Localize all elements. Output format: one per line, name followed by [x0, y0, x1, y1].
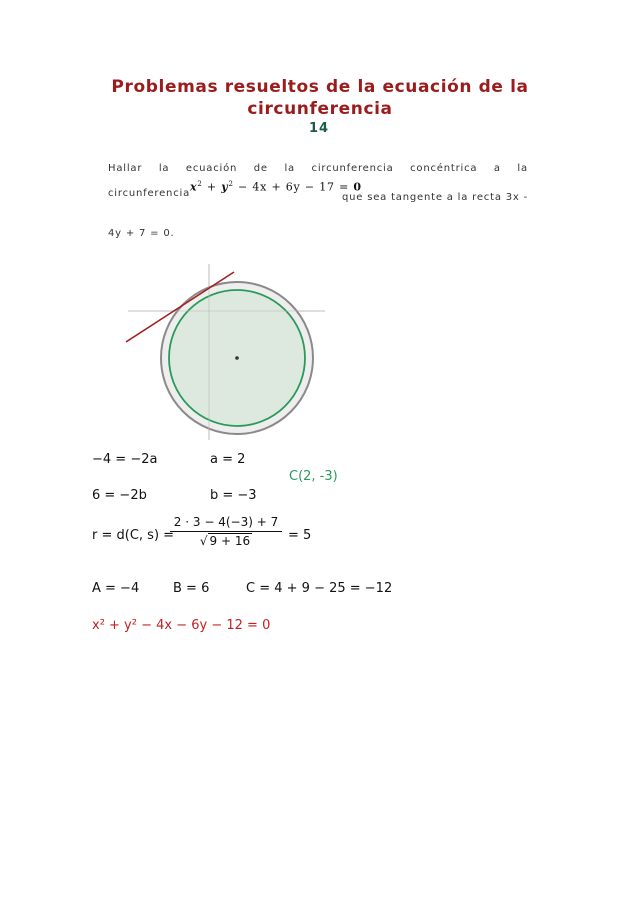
word: la [284, 163, 295, 174]
statement-tail: que sea tangente a la recta 3x - [342, 192, 528, 203]
eq-term: − 17 = [304, 180, 350, 194]
eq-plus: + [206, 180, 217, 194]
equation-b-right: b = −3 [210, 488, 257, 503]
word: de [253, 163, 268, 174]
word: ecuación [185, 163, 238, 174]
eq-y: y [221, 180, 229, 194]
eq-term: + 6y [271, 180, 301, 194]
given-equation [190, 180, 362, 194]
circle-figure [120, 262, 330, 442]
radius-fraction [170, 515, 282, 548]
word: circunferencia [311, 163, 394, 174]
equation-b-left: 6 = −2b [92, 488, 147, 503]
radius-denominator [170, 532, 282, 548]
radius-result: = 5 [288, 528, 312, 543]
sqrt-inner: 9 + 16 [209, 534, 251, 548]
word: a [493, 163, 501, 174]
word-circunferencia: circunferencia [108, 188, 191, 199]
coefficient-b: B = 6 [173, 581, 210, 596]
eq-term: − 4x [238, 180, 268, 194]
page-title [90, 76, 550, 120]
word: la [158, 163, 170, 174]
title-line-1: Problemas resueltos de la ecuación de la [111, 77, 529, 97]
sqrt-sign: √ [199, 534, 208, 548]
word: la [517, 163, 528, 174]
coefficient-c: C = 4 + 9 − 25 = −12 [246, 581, 393, 596]
equation-a-right: a = 2 [210, 452, 246, 467]
word: concéntrica [410, 163, 478, 174]
radius-numerator: 2 · 3 − 4(−3) + 7 [170, 515, 282, 532]
equation-a-left: −4 = −2a [92, 452, 158, 467]
final-equation: x² + y² − 4x − 6y − 12 = 0 [92, 618, 271, 633]
radius-lhs: r = d(C, s) = [92, 528, 175, 543]
center-coordinates: C(2, -3) [289, 469, 338, 484]
problem-number: 14 [308, 121, 330, 136]
title-line-2: circunferencia [247, 99, 393, 119]
coefficient-a: A = −4 [92, 581, 140, 596]
statement-line-2 [108, 180, 528, 206]
eq-x: x [190, 180, 198, 194]
eq-sup: 2 [197, 180, 203, 188]
center-point [235, 356, 239, 360]
statement-line-3: 4y + 7 = 0. [108, 228, 175, 239]
word: Hallar [108, 163, 143, 174]
eq-zero: 0 [353, 180, 362, 194]
statement-line-1 [108, 163, 528, 174]
eq-sup: 2 [228, 180, 234, 188]
